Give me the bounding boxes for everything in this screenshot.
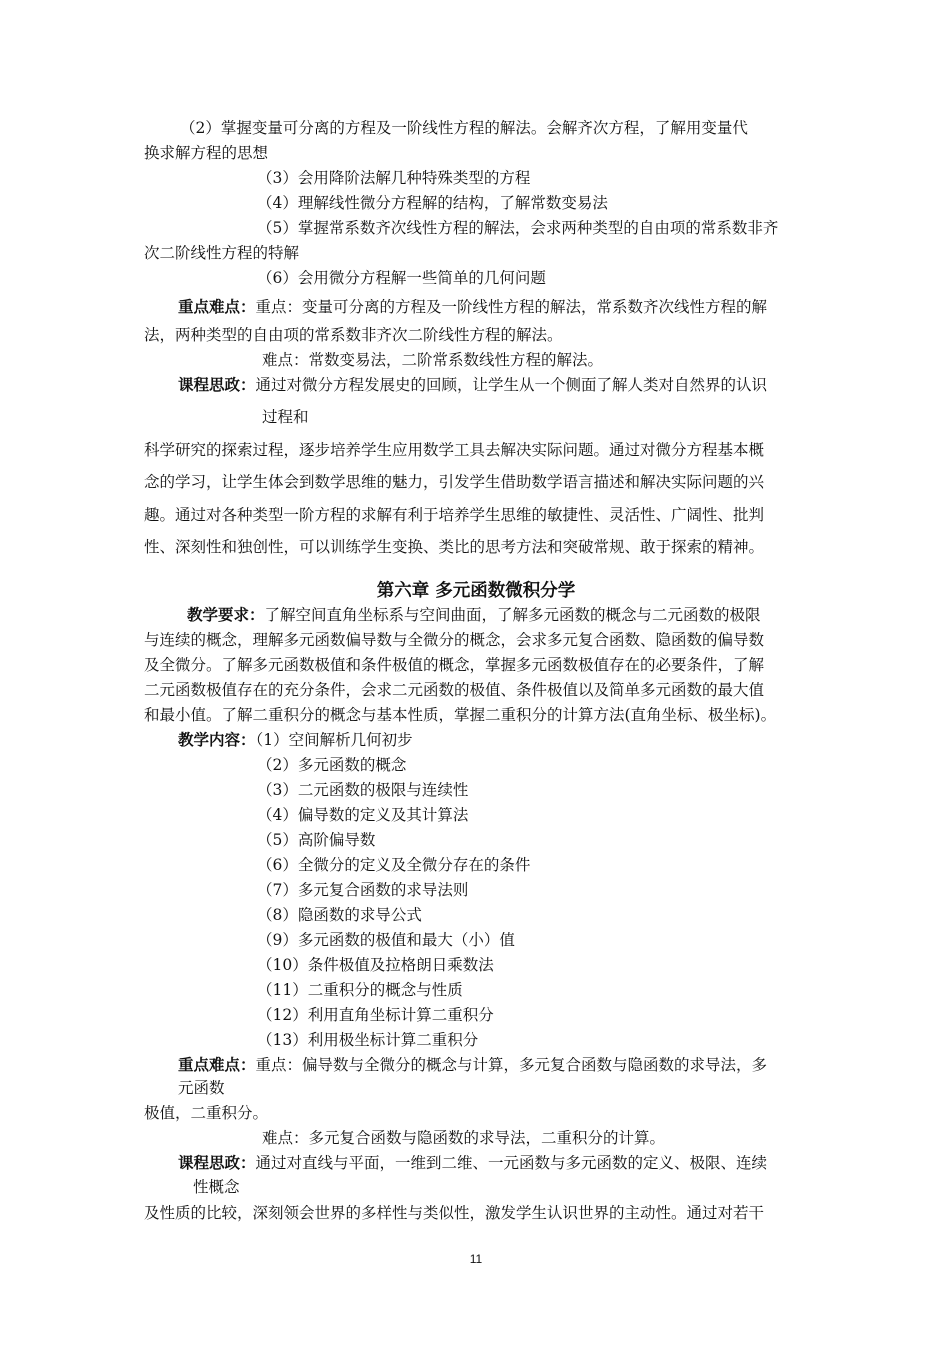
list-item: （3）会用降阶法解几种特殊类型的方程 [257, 169, 531, 187]
content-line [178, 730, 413, 750]
list-item: （10）条件极值及拉格朗日乘数法 [257, 956, 494, 974]
text-span: 通过对微分方程发展史的回顾，让学生从一个侧面了解人类对自然界的认识 [255, 376, 768, 394]
text-line: 二元函数极值存在的充分条件，会求二元函数的极值、条件极值以及简单多元函数的最大值 [144, 681, 765, 699]
chapter-title: 多元函数微积分学 [435, 581, 576, 601]
text-line: 换求解方程的思想 [144, 144, 269, 162]
key-points-label: 重点难点： [178, 1056, 256, 1074]
list-item: （13）利用极坐标计算二重积分 [257, 1031, 479, 1049]
chapter-number: 第六章 [376, 581, 430, 601]
text-line: 法，两种类型的自由项的常系数非齐次二阶线性方程的解法。 [144, 326, 563, 344]
requirements-line [187, 605, 761, 625]
key-points-line [178, 297, 767, 317]
list-item: （3）二元函数的极限与连续性 [257, 781, 469, 799]
list-item: （9）多元函数的极值和最大（小）值 [257, 931, 515, 949]
text-line: 难点：多元复合函数与隐函数的求导法，二重积分的计算。 [262, 1129, 666, 1147]
text-line: 念的学习，让学生体会到数学思维的魅力，引发学生借助数学语言描述和解决实际问题的兴 [144, 473, 765, 491]
text-line: 科学研究的探索过程，逐步培养学生应用数学工具去解决实际问题。通过对微分方程基本概 [144, 441, 765, 459]
text-line: 趣。通过对各种类型一阶方程的求解有利于培养学生思维的敏捷性、灵活性、广阔性、批判 [144, 506, 765, 524]
ideology-label: 课程思政： [178, 376, 256, 394]
list-item: （5）高阶偏导数 [257, 831, 376, 849]
text-span: 通过对直线与平面，一维到二维、一元函数与多元函数的定义、极限、连续 [255, 1154, 768, 1172]
text-line: 难点：常数变易法，二阶常系数线性方程的解法。 [262, 351, 604, 369]
list-item: （11）二重积分的概念与性质 [257, 981, 463, 999]
list-item: （4）理解线性微分方程解的结构，了解常数变易法 [257, 194, 608, 212]
list-item: （8）隐函数的求导公式 [257, 906, 422, 924]
text-line: 极值，二重积分。 [144, 1104, 269, 1122]
text-line: 与连续的概念，理解多元函数偏导数与全微分的概念，会求多元复合函数、隐函数的偏导数 [144, 631, 765, 649]
key-points-line [178, 1055, 767, 1075]
text-line: （2）掌握变量可分离的方程及一阶线性方程的解法。会解齐次方程，了解用变量代 [180, 119, 748, 137]
list-item: （12）利用直角坐标计算二重积分 [257, 1006, 494, 1024]
ideology-label: 课程思政： [178, 1154, 256, 1172]
list-item: （4）偏导数的定义及其计算法 [257, 806, 469, 824]
page-number: 11 [469, 1252, 483, 1266]
chapter-heading [0, 577, 952, 602]
ideology-line [178, 1153, 767, 1173]
text-line: 性、深刻性和独创性，可以训练学生变换、类比的思考方法和突破常规、敢于探索的精神。 [144, 538, 765, 556]
requirements-label: 教学要求： [187, 606, 265, 624]
ideology-line [178, 375, 767, 395]
text-span: 了解空间直角坐标系与空间曲面，了解多元函数的概念与二元函数的极限 [264, 606, 761, 624]
text-line: 和最小值。了解二重积分的概念与基本性质，掌握二重积分的计算方法(直角坐标、极坐标)。 [144, 706, 777, 724]
text-line: 及全微分。了解多元函数极值和条件极值的概念，掌握多元函数极值存在的必要条件，了解 [144, 656, 765, 674]
list-item: （1）空间解析几何初步 [255, 731, 413, 749]
key-points-label: 重点难点： [178, 298, 256, 316]
text-line: 性概念 [193, 1178, 240, 1196]
list-item: （2）多元函数的概念 [257, 756, 407, 774]
text-line: 次二阶线性方程的特解 [144, 244, 300, 262]
list-item: （5）掌握常系数齐次线性方程的解法，会求两种类型的自由项的常系数非齐 [257, 219, 779, 237]
text-span: 重点：变量可分离的方程及一阶线性方程的解法，常系数齐次线性方程的解 [255, 298, 768, 316]
list-item: （6）会用微分方程解一些简单的几何问题 [257, 269, 546, 287]
text-line: 元函数 [178, 1079, 225, 1097]
text-span: 重点：偏导数与全微分的概念与计算，多元复合函数与隐函数的求导法，多 [255, 1056, 768, 1074]
list-item: （6）全微分的定义及全微分存在的条件 [257, 856, 531, 874]
text-line: 及性质的比较，深刻领会世界的多样性与类似性，激发学生认识世界的主动性。通过对若干 [144, 1204, 765, 1222]
text-line: 过程和 [262, 408, 309, 426]
content-label: 教学内容： [178, 731, 256, 749]
list-item: （7）多元复合函数的求导法则 [257, 881, 469, 899]
